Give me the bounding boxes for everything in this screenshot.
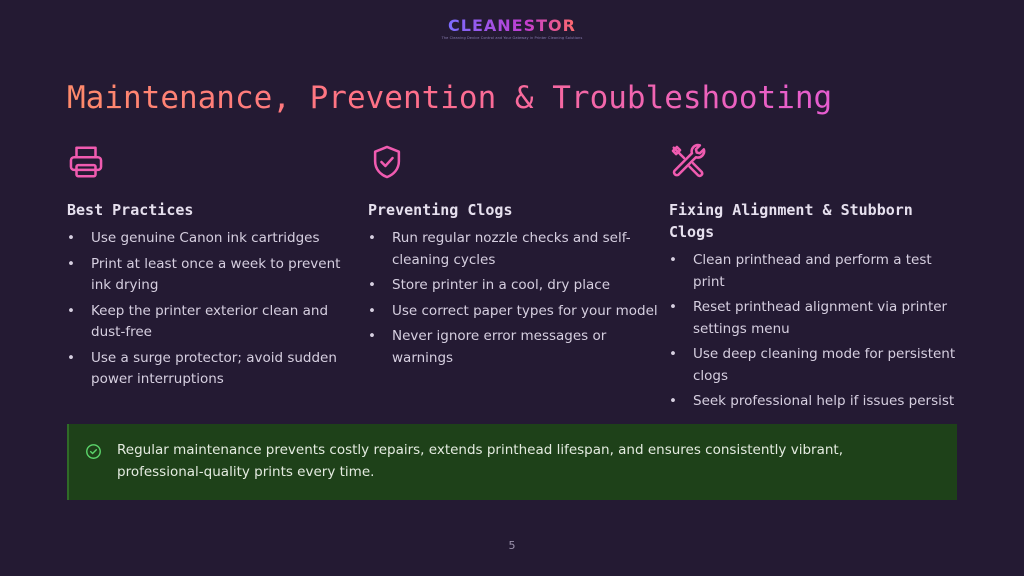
logo-wordmark: CLEANESTOR [448,16,576,35]
list-item: • Use deep cleaning mode for persistent clogs [669,344,959,387]
list-item: • Keep the printer exterior clean and dust-free [67,301,357,344]
column-heading: Best Practices [67,201,194,219]
page-title: Maintenance, Prevention & Troubleshooting [67,80,833,116]
list-item: • Clean printhead and perform a test print [669,250,959,293]
bullet-list [669,250,959,413]
check-circle-icon [85,443,102,460]
bullet-list [67,228,357,391]
column-heading: Preventing Clogs [368,201,513,219]
column-fixing-alignment [669,143,959,417]
tools-icon [669,143,709,183]
list-item: • Use genuine Canon ink cartridges [67,228,357,250]
list-item: • Never ignore error messages or warnings [368,326,658,369]
page-number: 5 [508,539,516,552]
list-item: • Print at least once a week to prevent ink drying [67,254,357,297]
column-heading: Fixing Alignment & Stubborn Clogs [669,201,913,241]
printer-icon [67,143,107,183]
list-item: • Run regular nozzle checks and self-cleaning cycles [368,228,658,271]
summary-callout [67,424,957,500]
list-item: • Store printer in a cool, dry place [368,275,658,297]
shield-check-icon [368,143,408,183]
list-item: • Use a surge protector; avoid sudden power interruptions [67,348,357,391]
brand-logo [0,16,1024,40]
logo-tagline: The Cleaning Device Control and Your Gateway in Printer Cleaning Solutions [441,36,583,40]
callout-text: Regular maintenance prevents costly repairs, extends printhead lifespan, and ensures consistently vibrant, professional-quality prints every time. [117,442,843,480]
list-item: • Use correct paper types for your model [368,301,658,323]
list-item: • Reset printhead alignment via printer settings menu [669,297,959,340]
list-item: • Seek professional help if issues persist [669,391,959,413]
bullet-list [368,228,658,369]
column-best-practices [67,143,357,395]
column-preventing-clogs [368,143,658,373]
